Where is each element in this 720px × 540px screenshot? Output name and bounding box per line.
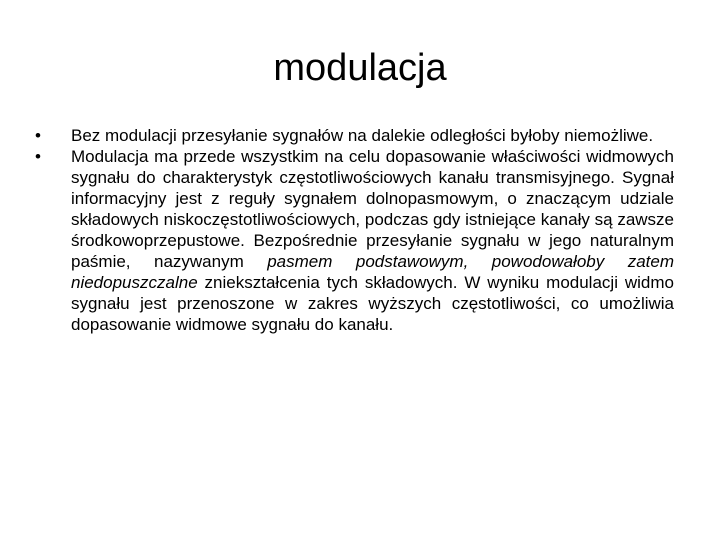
bullet-list	[28, 125, 674, 335]
slide-title: modulacja	[273, 47, 447, 89]
bullet-text-part-2: zniekształcenia tych składowych. W wyniku modulacji widmo sygnału jest przenoszone w zakres wyższych częstotliwości, co umożliwia dopasowanie widmowe sygnału do kanału.	[71, 273, 674, 334]
bullet-text-part-1: Modulacja ma przede wszystkim na celu dopasowanie właściwości widmowych sygnału do charakterystyk częstotliwościowych kanału transmisyjnego. Sygnał informacyjny jest z reguły sygnałem dolnopasmowym, o znaczącym udziale składowych niskoczęstotliwościowych, podczas gdy istniejące kanały są zawsze środkowoprzepustowe. Bezpośrednie przesyłanie sygnału w jego naturalnym paśmie, nazywanym	[71, 147, 674, 271]
bullet-text: Bez modulacji przesyłanie sygnałów na dalekie odległości byłoby niemożliwe.	[71, 126, 654, 145]
bullet-icon: •	[35, 126, 41, 145]
bullet-icon: •	[35, 147, 41, 166]
bullet-item-1	[28, 125, 674, 146]
bullet-text-emphasis: pasmem podstawowym, powodowałoby zatem niedopuszczalne	[71, 252, 674, 292]
bullet-item-2	[28, 146, 674, 335]
